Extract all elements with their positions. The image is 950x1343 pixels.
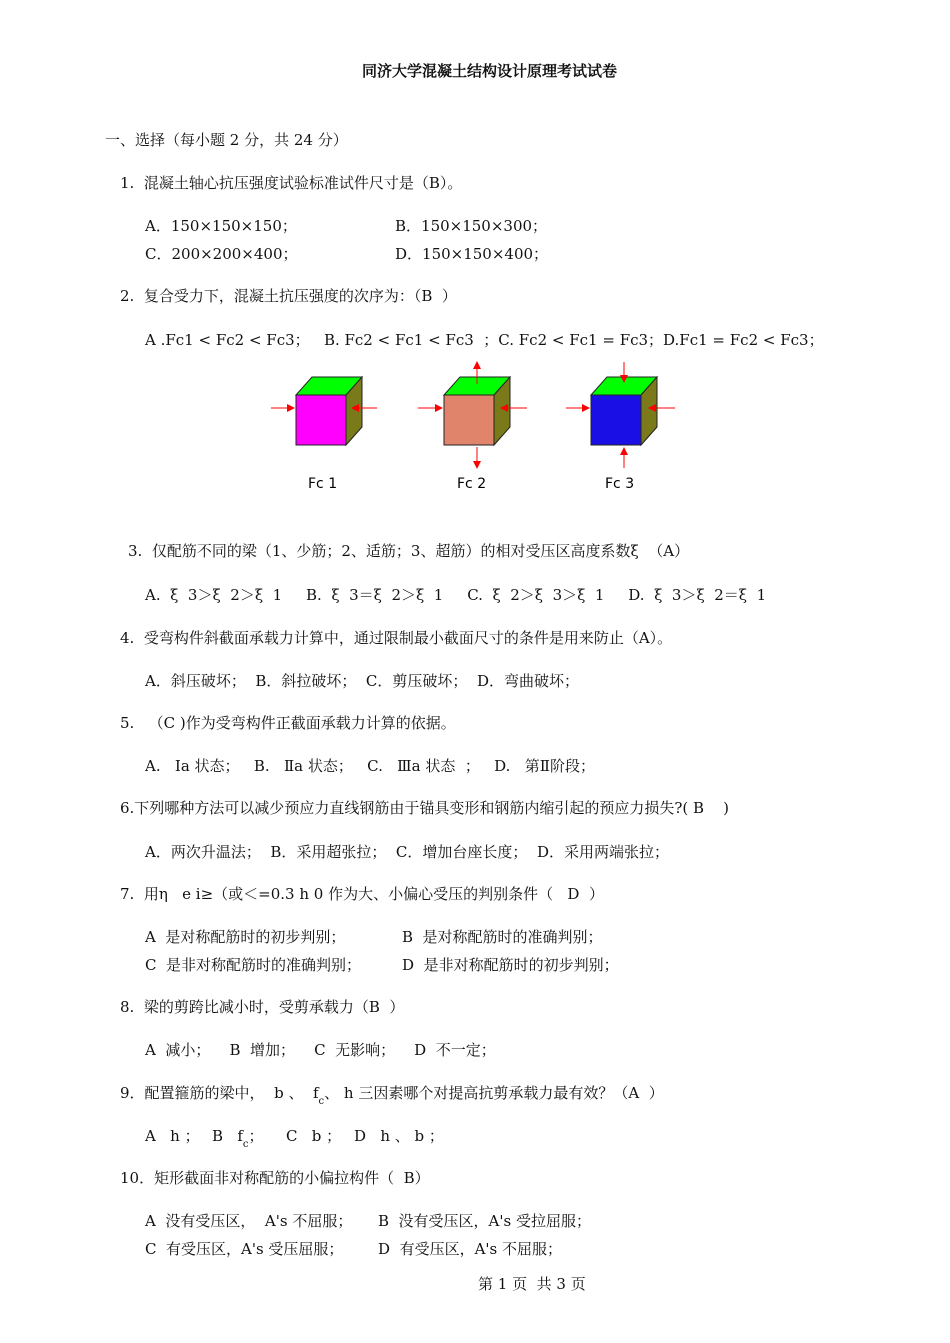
question-7-option-d: D 是非对称配筋时的初步判别； — [402, 956, 619, 974]
cube-1-front — [296, 395, 346, 445]
cube-3-front — [591, 395, 641, 445]
question-9-option-d: D h 、 b ； — [354, 1127, 444, 1145]
question-7-option-b: B 是对称配筋时的准确判别； — [402, 928, 603, 946]
figure-label-fc2: Fc 2 — [457, 476, 487, 492]
question-9-option-a: A h ； — [145, 1127, 200, 1145]
question-1-option-c: C．200×200×400； — [145, 245, 298, 263]
question-8-options: A 减小； B 增加； C 无影响； D 不一定； — [145, 1041, 496, 1059]
question-1-option-b: B．150×150×300； — [395, 217, 548, 235]
question-10-stem: 10．矩形截面非对称配筋的小偏拉构件（ B） — [120, 1169, 430, 1187]
question-6-options: A．两次升温法； B．采用超张拉； C．增加台座长度； D．采用两端张拉； — [145, 843, 669, 861]
question-3-options: A. ξ 3＞ξ 2＞ξ 1 B. ξ 3＝ξ 2＞ξ 1 C. ξ 2＞ξ 3＞ξ 1 D. ξ 3＞ξ 2＝ξ 1 — [145, 586, 767, 604]
question-7-option-a: A 是对称配筋时的初步判别； — [145, 928, 346, 946]
page-footer: 第 1 页 共 3 页 — [478, 1275, 586, 1293]
stress-cube-figure — [255, 360, 695, 500]
question-9-option-c: C b ； — [286, 1127, 342, 1145]
page-title: 同济大学混凝土结构设计原理考试试卷 — [362, 62, 618, 80]
question-2-options: A .Fc1 < Fc2 < Fc3； B. Fc2 < Fc1 < Fc3 ；C. Fc2 < Fc1 = Fc3；D.Fc1 = Fc2 < Fc3； — [145, 331, 824, 349]
question-5-options: A. Ⅰa 状态； B. Ⅱa 状态； C. Ⅲa 状态 ； D. 第Ⅱ阶段； — [145, 757, 595, 775]
question-8-stem: 8. 梁的剪跨比减小时，受剪承载力（B ） — [120, 998, 405, 1016]
cube-2-front — [444, 395, 494, 445]
cube-fc3 — [566, 362, 675, 468]
question-7-option-c: C 是非对称配筋时的准确判别； — [145, 956, 362, 974]
cube-fc2 — [418, 362, 527, 468]
question-10-option-c: C 有受压区，A's 受压屈服； — [145, 1240, 344, 1258]
question-1-option-d: D．150×150×400； — [395, 245, 549, 263]
question-1-option-a: A．150×150×150； — [145, 217, 297, 235]
figure-label-fc1: Fc 1 — [308, 476, 338, 492]
question-2-stem: 2. 复合受力下，混凝土抗压强度的次序为：（B ） — [120, 287, 457, 305]
question-10-option-a: A 没有受压区， A's 不屈服； — [145, 1212, 353, 1230]
question-3-stem: 3. 仅配筋不同的梁（1、少筋；2、适筋；3、超筋）的相对受压区高度系数ξ （A） — [128, 542, 690, 560]
question-9-option-b: B $f_c$； — [212, 1127, 264, 1150]
question-6-stem: 6.下列哪种方法可以减少预应力直线钢筋由于锚具变形和钢筋内缩引起的预应力损失?( B ) — [120, 799, 729, 817]
question-10-option-b: B 没有受压区，A's 受拉屈服； — [378, 1212, 591, 1230]
question-4-stem: 4. 受弯构件斜截面承载力计算中，通过限制最小截面尺寸的条件是用来防止（A）。 — [120, 629, 673, 647]
question-4-options: A．斜压破坏； B．斜拉破坏； C．剪压破坏； D．弯曲破坏； — [145, 672, 579, 690]
figure-label-fc3: Fc 3 — [605, 476, 635, 492]
question-5-stem: 5. （C )作为受弯构件正截面承载力计算的依据。 — [120, 714, 456, 732]
section-heading: 一、选择（每小题 2 分，共 24 分） — [105, 131, 348, 149]
question-1-stem: 1. 混凝土轴心抗压强度试验标准试件尺寸是（B）。 — [120, 174, 463, 192]
question-7-stem: 7. 用η e i≥（或＜=0.3 h 0 作为大、小偏心受压的判别条件（ D ） — [120, 885, 604, 903]
cube-fc1 — [271, 377, 377, 445]
question-10-option-d: D 有受压区，A's 不屈服； — [378, 1240, 562, 1258]
question-9-stem: 9．配置箍筋的梁中， b 、 $f_c$、 h 三因素哪个对提高抗剪承载力最有效？（A ） — [120, 1084, 664, 1107]
